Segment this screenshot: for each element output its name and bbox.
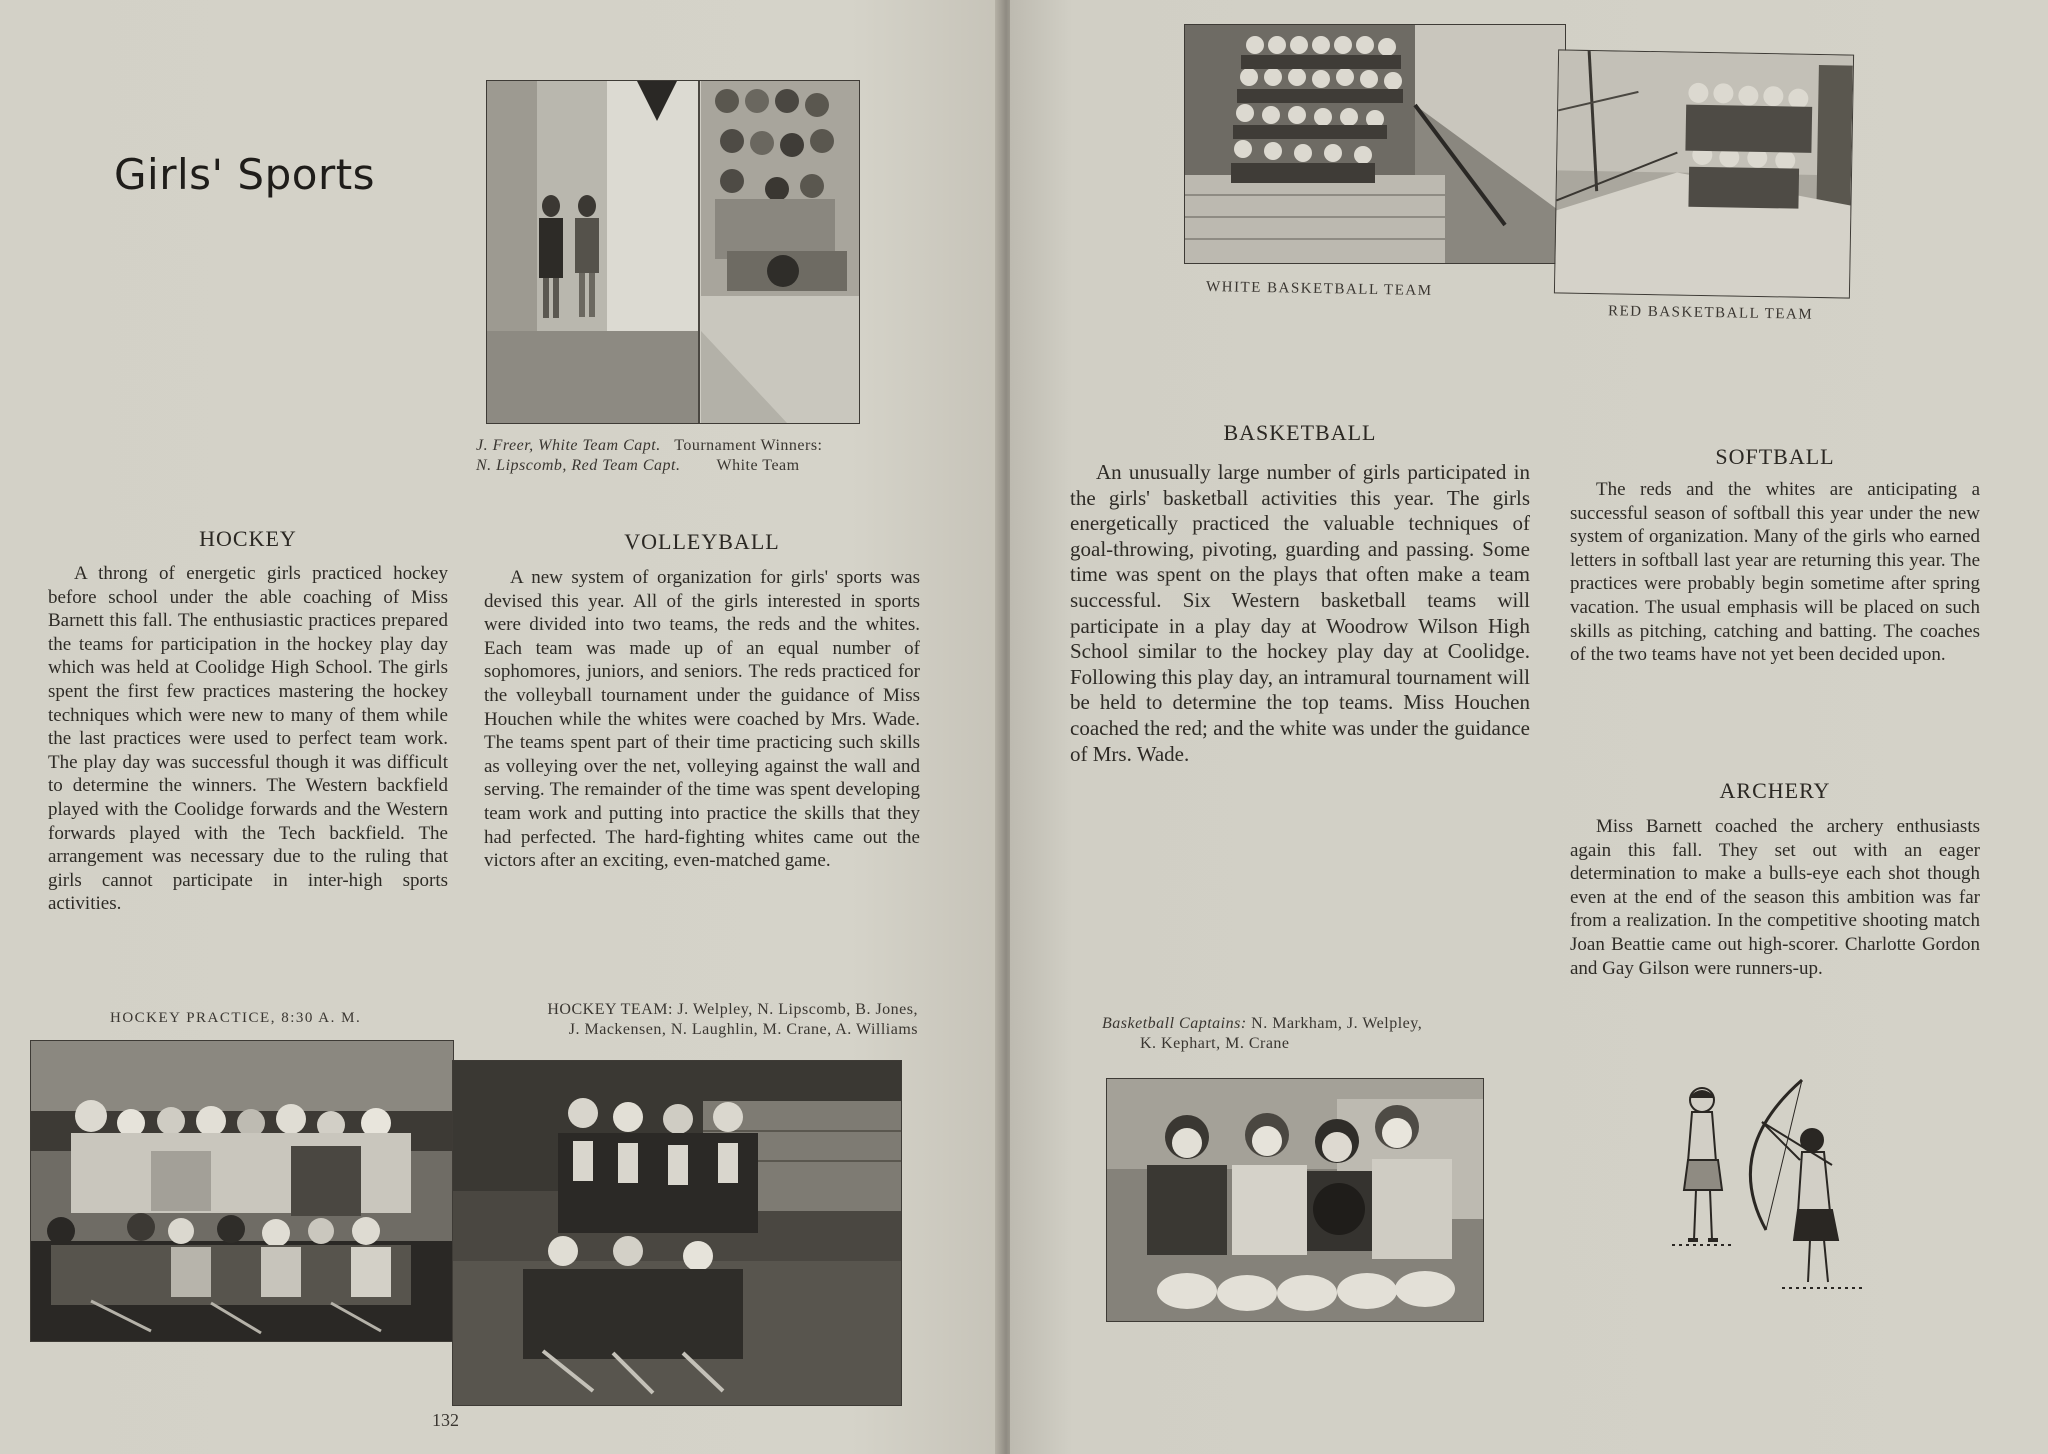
basketball-text: An unusually large number of girls participated in the girls' basketball activities this year. The girls energetically practiced the valuable techniques of goal-throwing, pivoting, guarding and passing. Some time was spent on the plays that often make a team successful. Six Western basketball teams will participate in a play day at Woodrow Wilson High School similar to the hockey play day at Coolidge. Following this play day, an intramural tournament will be held to determine the top teams. Miss Houchen coached the red; and the white was under the guidance of Mrs. Wade. <box>1070 460 1530 766</box>
caption-winners: Tournament Winners: <box>674 437 823 454</box>
hockey-team-caption <box>452 1000 918 1040</box>
hockey-text: A throng of energetic girls practiced hockey before school under the able coaching of Miss Barnett this fall. The enthusiastic practices prepared the teams for participation in the hockey play day which was held at Coolidge High School. The girls spent the first few practices mastering the hockey techniques which were new to many of them while the last practices were used to perfect team work. The play day was successful though it was difficult to determine the winners. The Western backfield played with the Coolidge forwards and the Western forwards played with the Tech backfield. The arrangement was necessary due to the ruling that girls cannot participate in inter-high sports activities. <box>48 563 448 915</box>
captains-caption-line2: K. Kephart, M. Crane <box>1140 1035 1290 1052</box>
caption-freer: J. Freer, White Team Capt. <box>476 437 661 454</box>
hockey-team-caption-line2: J. Mackensen, N. Laughlin, M. Crane, A. Williams <box>568 1021 918 1038</box>
caption-white-team: White Team <box>716 457 800 474</box>
archery-text: Miss Barnett coached the archery enthusiasts again this fall. They set out with an eager determination to make a bulls-eye each shot though even at the end of the season this ambition was far from a realization. In the competitive shooting match Joan Beattie came out high-scorer. Charlotte Gordon and Gay Gilson were runners-up. <box>1570 816 1980 979</box>
hockey-team-photo <box>452 1060 902 1406</box>
captains-winners-photo <box>486 80 860 424</box>
hockey-practice-caption: HOCKEY PRACTICE, 8:30 A. M. <box>110 1010 362 1026</box>
left-page <box>0 0 1002 1454</box>
captains-caption-label: Basketball Captains: <box>1102 1015 1247 1032</box>
white-basketball-team-photo <box>1184 24 1566 264</box>
softball-text: The reds and the whites are anticipating a successful season of softball this year under the new system of organization. Many of the girls who earned letters in softball last year are returning this year. The practices were probably begin sometime after spring vacation. The usual emphasis will be placed on such skills as pitching, catching and batting. The coaches of the two teams have not yet been decided upon. <box>1570 479 1980 666</box>
volleyball-text: A new system of organization for girls' sports was devised this year. All of the girls interested in sports were divided into two teams, the reds and the whites. Each team was made up of an equal number of sophomores, juniors, and seniors. The reds practiced for the volleyball tournament under the guidance of Miss Houchen while the whites were coached by Mrs. Wade. The teams spent part of their time practicing such skills as volleying over the net, volleying against the wall and serving. The remainder of the time was spent developing team work and putting into practice the skills that they had perfected. The hard-fighting whites came out the victors after an exciting, even-matched game. <box>484 567 920 872</box>
captains-caption-line1: N. Markham, J. Welpley, <box>1251 1015 1423 1032</box>
hockey-practice-photo <box>30 1040 454 1342</box>
hockey-heading: HOCKEY <box>199 526 297 551</box>
red-basketball-team-photo <box>1554 49 1854 298</box>
archery-heading: ARCHERY <box>1719 778 1831 803</box>
caption-lipscomb: N. Lipscomb, Red Team Capt. <box>476 457 681 474</box>
page-number: 132 <box>432 1410 459 1430</box>
basketball-heading: BASKETBALL <box>1223 420 1377 445</box>
red-team-caption: RED BASKETBALL TEAM <box>1607 303 1814 323</box>
archery-illustration <box>1662 1060 1912 1300</box>
basketball-captains-photo <box>1106 1078 1484 1322</box>
captains-caption <box>1102 1014 1502 1054</box>
right-page <box>1010 0 2048 1454</box>
top-photo-caption <box>476 436 906 476</box>
white-team-caption: WHITE BASKETBALL TEAM <box>1205 279 1433 299</box>
softball-heading: SOFTBALL <box>1715 444 1835 469</box>
page-title: Girls' Sports <box>114 150 376 199</box>
volleyball-heading: VOLLEYBALL <box>624 529 780 554</box>
hockey-team-caption-line1: HOCKEY TEAM: J. Welpley, N. Lipscomb, B. Jones, <box>547 1001 918 1018</box>
